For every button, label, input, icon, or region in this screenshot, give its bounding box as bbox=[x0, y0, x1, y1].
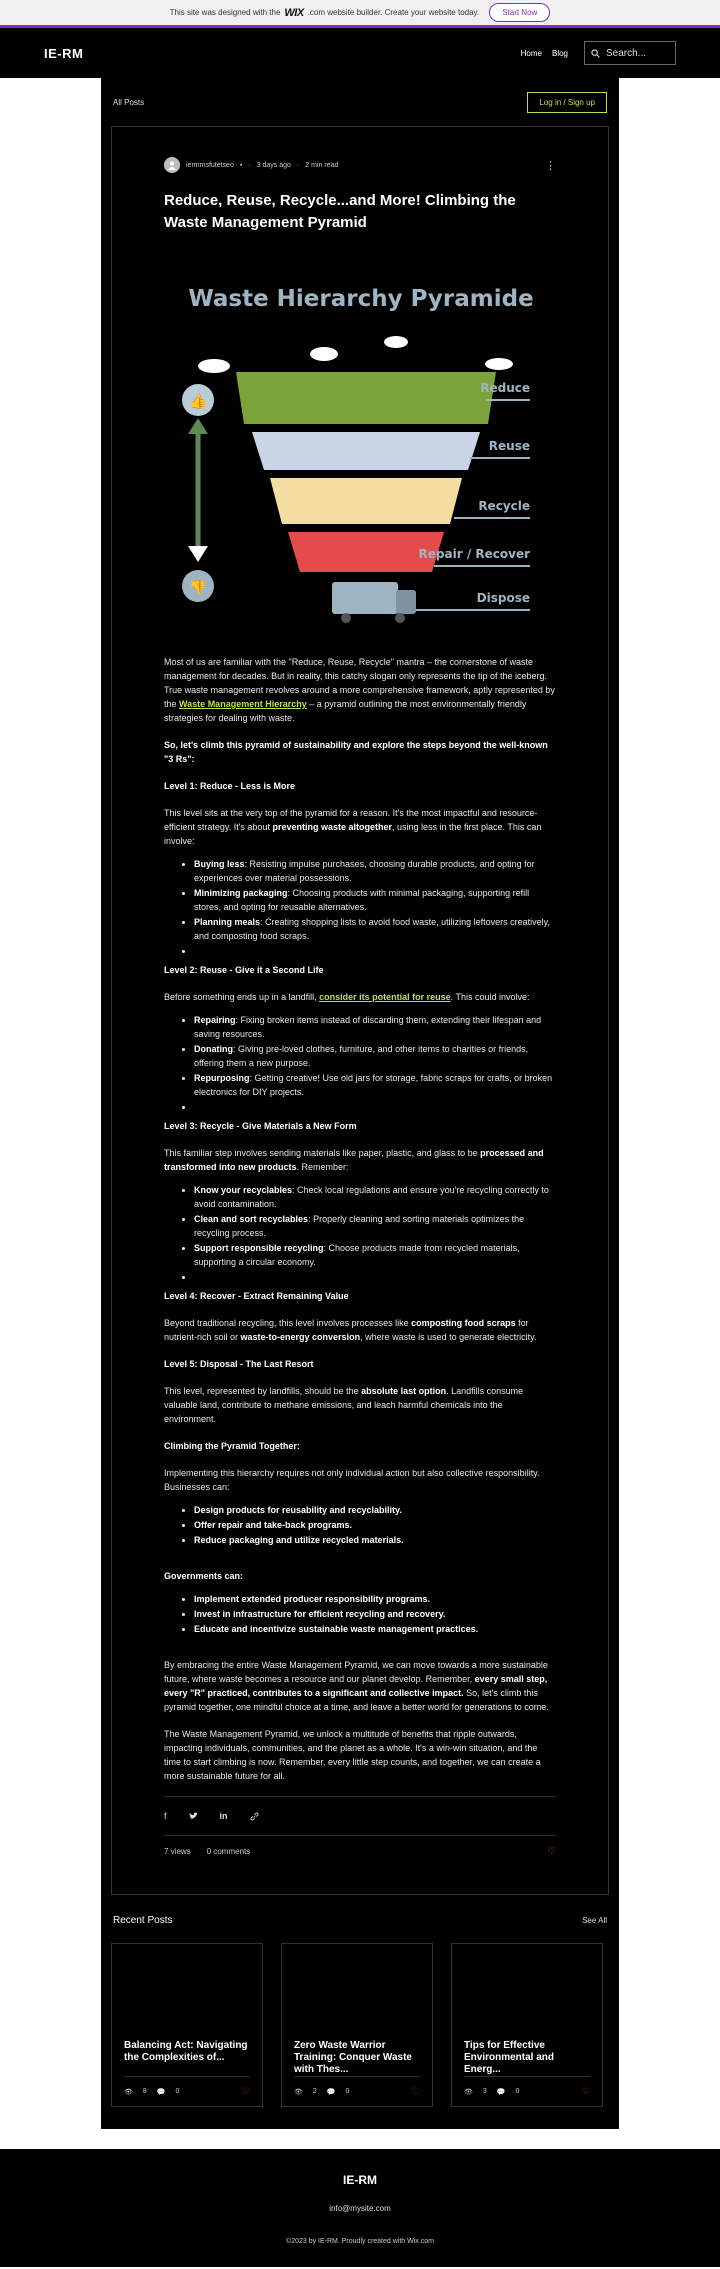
heart-icon[interactable]: ♡ bbox=[411, 2086, 420, 2096]
comments-count: 0 bbox=[175, 2088, 180, 2095]
recent-post-card[interactable] bbox=[111, 1943, 263, 2107]
views-count: 8 bbox=[142, 2088, 147, 2095]
climb-heading: Climbing the Pyramid Together: bbox=[164, 1441, 300, 1451]
comment-icon: 💬 bbox=[156, 2088, 166, 2096]
recent-post-title[interactable]: Balancing Act: Navigating the Complexities of... bbox=[124, 2040, 248, 2063]
comment-icon: 💬 bbox=[326, 2088, 336, 2096]
level-4-heading: Level 4: Recover - Extract Remaining Value bbox=[164, 1291, 349, 1301]
list-item-empty bbox=[194, 1270, 556, 1284]
list-item: • Offer repair and take-back programs. bbox=[194, 1518, 556, 1532]
twitter-icon[interactable] bbox=[189, 1812, 198, 1820]
author-name[interactable]: iermmsfutetseo bbox=[186, 161, 234, 169]
site-footer bbox=[0, 2149, 720, 2267]
label-dispose: Dispose bbox=[476, 591, 530, 605]
level-1-list bbox=[194, 857, 556, 958]
see-all-link[interactable]: See All bbox=[582, 1915, 607, 1925]
level-2-heading: Level 2: Reuse - Give it a Second Life bbox=[164, 965, 324, 975]
wix-logo: WIX bbox=[284, 6, 304, 19]
read-time: 2 min read bbox=[305, 161, 339, 169]
heart-icon[interactable]: ♡ bbox=[241, 2086, 250, 2096]
government-list bbox=[194, 1592, 556, 1636]
eye-icon: 👁 bbox=[124, 2088, 133, 2096]
blog-toolbar bbox=[111, 78, 609, 126]
post-stats bbox=[164, 1836, 556, 1866]
recent-posts-title: Recent Posts bbox=[113, 1914, 173, 1926]
comments-count: 0 bbox=[345, 2088, 350, 2095]
level-4-paragraph: Beyond traditional recycling, this level involves processes like composting food scraps for nutrient-rich soil or waste-to-energy conversion, where waste is used to generate electricity. bbox=[164, 1318, 537, 1342]
list-item: • Repairing: Fixing broken items instead of discarding them, extending their lifespan and saving resources. bbox=[194, 1013, 556, 1041]
level-5-heading: Level 5: Disposal - The Last Resort bbox=[164, 1359, 314, 1369]
site-logo[interactable]: IE-RM bbox=[44, 45, 84, 61]
linkedin-icon[interactable]: in bbox=[219, 1811, 228, 1821]
all-posts-link[interactable]: All Posts bbox=[113, 97, 145, 107]
level-5-paragraph: This level, represented by landfills, should be the absolute last option. Landfills consume valuable land, contribute to methane emissions, and leach harmful chemicals into the environment. bbox=[164, 1386, 524, 1424]
comment-icon: 💬 bbox=[496, 2088, 506, 2096]
post-cover bbox=[124, 1944, 250, 2040]
crown-icon: ▪ bbox=[239, 161, 243, 169]
conclusion-paragraph: By embracing the entire Waste Management Pyramid, we can move towards a more sustainable future, where waste becomes a resource and our planet develop. Remember, every small step, every "R" practiced, contributes to a significant and collective impact. So, let's climb this pyramid together, one mindful choice at a time, and leave a better world for generations to come. bbox=[164, 1660, 549, 1712]
post-time: 3 days ago bbox=[256, 161, 291, 169]
post-body bbox=[164, 655, 556, 1783]
truck-icon bbox=[332, 582, 398, 614]
list-item: • Know your recyclables: Check local regulations and ensure you're recycling correctly to avoid contamination. bbox=[194, 1183, 556, 1211]
image-heading: Waste Hierarchy Pyramide bbox=[188, 286, 534, 312]
wix-banner-text: This site was designed with the bbox=[169, 8, 281, 17]
search-icon bbox=[591, 49, 600, 58]
recent-post-stats bbox=[124, 2076, 250, 2106]
avatar[interactable] bbox=[164, 157, 180, 173]
label-recycle: Recycle bbox=[478, 499, 530, 513]
list-item: • Support responsible recycling: Choose products made from recycled materials, supporting a circular economy. bbox=[194, 1241, 556, 1269]
list-item-empty bbox=[194, 1100, 556, 1114]
list-item: • Design products for reusability and recyclability. bbox=[194, 1503, 556, 1517]
lead-paragraph: So, let's climb this pyramid of sustainability and explore the steps beyond the well-known "3 Rs": bbox=[164, 740, 548, 764]
level-recycle-band bbox=[270, 478, 462, 524]
site-header bbox=[0, 28, 720, 78]
main-nav bbox=[521, 41, 676, 65]
user-icon bbox=[167, 160, 177, 170]
list-item: • Buying less: Resisting impulse purchases, choosing durable products, and opting for experiences over material possessions. bbox=[194, 857, 556, 885]
recent-post-stats bbox=[464, 2076, 590, 2106]
list-item: • Invest in infrastructure for efficient recycling and recovery. bbox=[194, 1607, 556, 1621]
blog-column bbox=[101, 78, 619, 2129]
level-reuse-band bbox=[252, 432, 480, 470]
footer-copyright: ©2023 by IE-RM. Proudly created with Wix.com bbox=[286, 2238, 434, 2245]
heart-icon[interactable]: ♡ bbox=[581, 2086, 590, 2096]
list-item: • Minimizing packaging: Choosing products with minimal packaging, supporting refill stores, and opting for reusable alternatives. bbox=[194, 886, 556, 914]
list-item: • Reduce packaging and utilize recycled materials. bbox=[194, 1533, 556, 1547]
comments-count: 0 bbox=[515, 2088, 520, 2095]
meta-separator: · bbox=[248, 161, 251, 169]
label-reduce: Reduce bbox=[480, 381, 530, 395]
meta-separator: · bbox=[296, 161, 300, 169]
list-item: • Planning meals: Creating shopping lists to avoid food waste, utilizing leftovers creatively, and composting food scraps. bbox=[194, 915, 556, 943]
level-1-paragraph: This level sits at the very top of the pyramid for a reason. It's the most impactful and resource-efficient strategy. It's about preventing waste altogether, using less in the first place. This can involve: bbox=[164, 808, 542, 846]
footer-logo: IE-RM bbox=[343, 2173, 377, 2187]
list-item: • Donating: Giving pre-loved clothes, furniture, and other items to charities or friends, offering them a new purpose. bbox=[194, 1042, 556, 1070]
wix-banner-text-after: .com website builder. Create your website today. bbox=[307, 8, 480, 17]
wix-banner bbox=[0, 0, 720, 28]
level-3-list bbox=[194, 1183, 556, 1284]
label-repair: Repair / Recover bbox=[418, 547, 530, 561]
intro-paragraph: Most of us are familiar with the "Reduce, Reuse, Recycle" mantra – the cornerstone of waste management for decades. But in reality, this catchy slogan only represents the tip of the iceberg. True waste management revolves around a more comprehensive framework, aptly represented by the Waste Management Hierarchy – a pyramid outlining the most environmentally friendly strategies for dealing with waste. bbox=[164, 657, 555, 723]
waste-hierarchy-image bbox=[164, 268, 558, 652]
views-count: 7 views bbox=[164, 1846, 191, 1856]
comments-count[interactable]: 0 comments bbox=[206, 1846, 251, 1856]
heart-icon[interactable]: ♡ bbox=[547, 1845, 556, 1857]
recent-posts-header bbox=[111, 1897, 609, 1943]
nav-blog[interactable]: Blog bbox=[551, 48, 568, 58]
label-reuse: Reuse bbox=[488, 439, 530, 453]
list-item: • Repurposing: Getting creative! Use old jars for storage, fabric scraps for crafts, or broken electronics for DIY projects. bbox=[194, 1071, 556, 1099]
start-now-button[interactable]: Start Now bbox=[489, 3, 550, 22]
level-2-list bbox=[194, 1013, 556, 1114]
recent-post-title[interactable]: Tips for Effective Environmental and Energ... bbox=[464, 2040, 555, 2075]
closing-paragraph: The Waste Management Pyramid, we unlock a multitude of benefits that ripple outwards, impacting individuals, communities, and the planet as a whole. It's a win-win situation, and the time to start climbing is now. Remember, every little step counts, and together, we can create a more sustainable future for all. bbox=[164, 1729, 541, 1781]
views-count: 2 bbox=[312, 2088, 317, 2095]
level-1-heading: Level 1: Reduce - Less is More bbox=[164, 781, 296, 791]
more-options-icon[interactable]: ⋮ bbox=[545, 159, 556, 172]
recent-posts-list bbox=[111, 1943, 609, 2107]
post-card bbox=[111, 126, 609, 1895]
clouds-decoration bbox=[198, 336, 513, 373]
level-3-paragraph: This familiar step involves sending materials like paper, plastic, and glass to be processed and transformed into new products. Remember: bbox=[164, 1148, 544, 1172]
post-meta bbox=[164, 157, 556, 173]
post-title: Reduce, Reuse, Recycle...and More! Climbing the Waste Management Pyramid bbox=[164, 192, 516, 231]
recent-post-title[interactable]: Zero Waste Warrior Training: Conquer Waste with Thes... bbox=[294, 2040, 412, 2075]
eye-icon: 👁 bbox=[294, 2088, 303, 2096]
list-item-empty bbox=[194, 944, 556, 958]
list-item: • Educate and incentivize sustainable waste management practices. bbox=[194, 1622, 556, 1636]
footer-email[interactable]: info@mysite.com bbox=[329, 2204, 391, 2213]
level-3-heading: Level 3: Recycle - Give Materials a New Form bbox=[164, 1121, 357, 1131]
post-cover bbox=[464, 1944, 590, 2040]
facebook-icon[interactable]: f bbox=[164, 1811, 167, 1821]
level-reduce-band bbox=[236, 372, 496, 424]
post-cover bbox=[294, 1944, 420, 2040]
recent-post-stats bbox=[294, 2076, 420, 2106]
business-list bbox=[194, 1503, 556, 1547]
eye-icon: 👁 bbox=[464, 2088, 473, 2096]
list-item: • Clean and sort recyclables: Properly cleaning and sorting materials optimizes the recycling process. bbox=[194, 1212, 556, 1240]
views-count: 3 bbox=[482, 2088, 487, 2095]
link-icon[interactable] bbox=[250, 1812, 259, 1821]
share-bar bbox=[164, 1796, 556, 1836]
list-item: • Implement extended producer responsibility programs. bbox=[194, 1592, 556, 1606]
svg-text:👍: 👍 bbox=[188, 393, 208, 410]
level-2-paragraph: Before something ends up in a landfill, consider its potential for reuse. This could involve: bbox=[164, 992, 530, 1002]
svg-text:👎: 👎 bbox=[189, 579, 207, 595]
climb-paragraph: Implementing this hierarchy requires not only individual action but also collective responsibility. Businesses can: bbox=[164, 1468, 540, 1492]
waste-hierarchy-link[interactable]: Waste Management Hierarchy bbox=[179, 699, 307, 709]
reuse-potential-link[interactable]: consider its potential for reuse bbox=[319, 992, 451, 1002]
recent-post-card[interactable] bbox=[451, 1943, 603, 2107]
login-button[interactable]: Log in / Sign up bbox=[527, 92, 607, 113]
government-heading: Governments can: bbox=[164, 1571, 244, 1581]
nav-home[interactable]: Home bbox=[520, 48, 542, 58]
recent-post-card[interactable] bbox=[281, 1943, 433, 2107]
search-box[interactable] bbox=[584, 41, 676, 65]
search-placeholder: Search... bbox=[606, 47, 647, 59]
